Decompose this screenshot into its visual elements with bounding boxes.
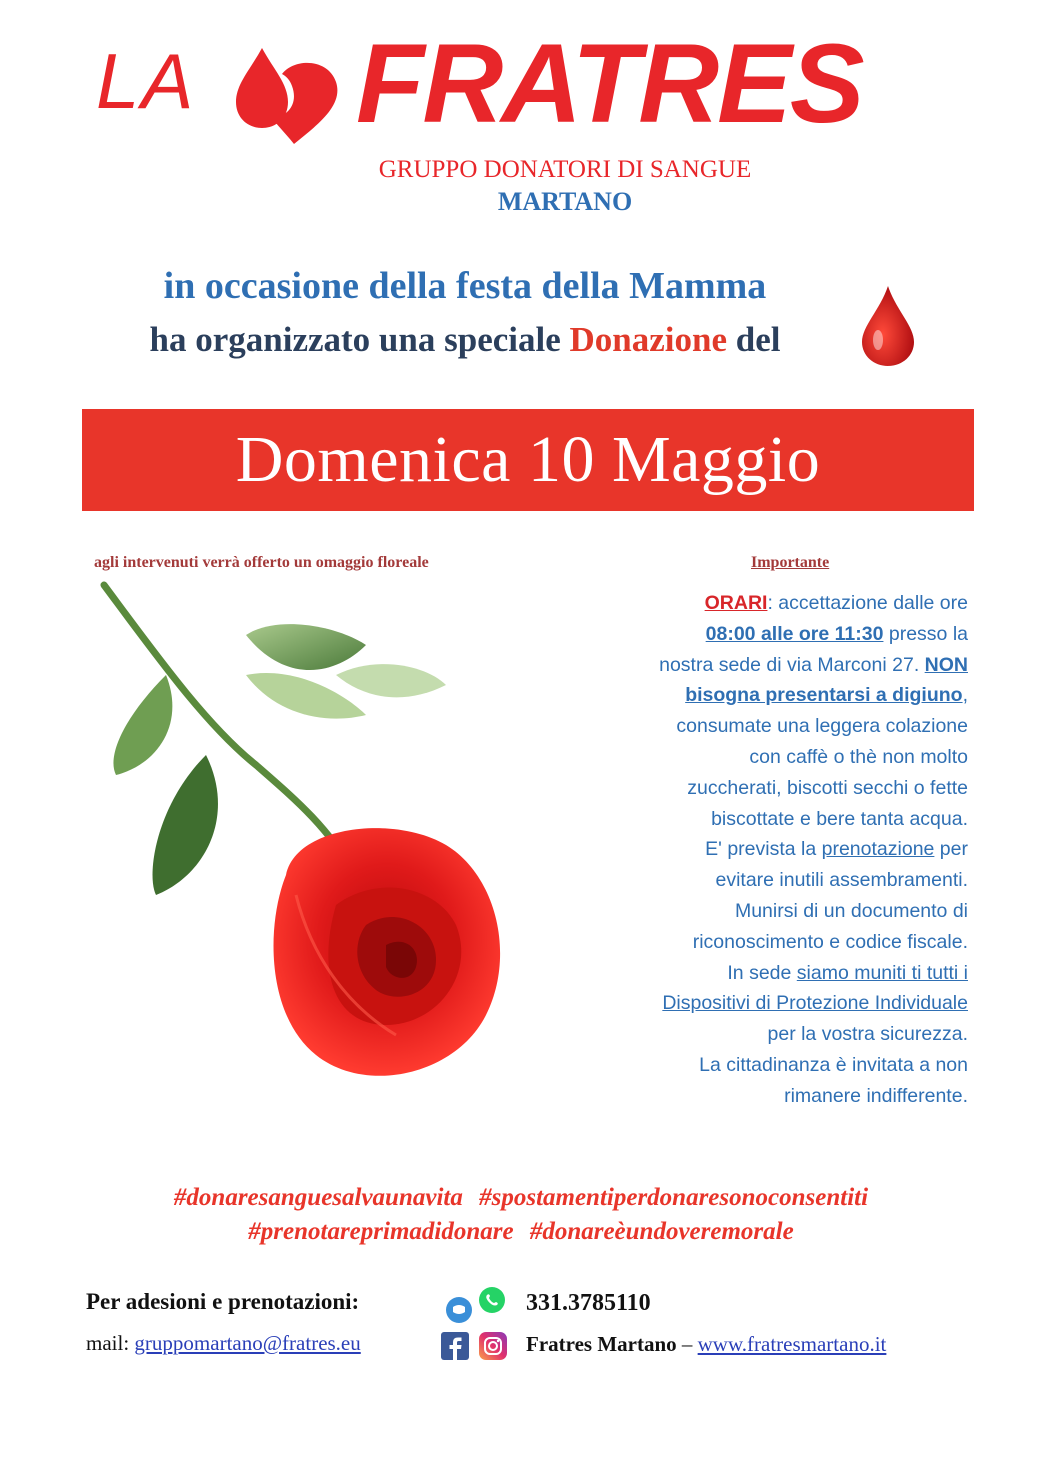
- facebook-icon[interactable]: [441, 1332, 469, 1360]
- dpi-link: Dispositivi di Protezione Individuale: [662, 992, 968, 1015]
- rose-image: [96, 575, 556, 1115]
- info-line: zuccherati, biscotti secchi o fette: [687, 776, 968, 799]
- mail-row: [86, 1331, 361, 1356]
- info-line: per: [934, 838, 968, 861]
- info-line: In sede: [727, 961, 797, 984]
- info-line: evitare inutili assembramenti.: [715, 869, 968, 892]
- whatsapp-icon: [477, 1285, 507, 1315]
- info-line: riconoscimento e codice fiscale.: [692, 930, 968, 953]
- headline-line2-before: ha organizzato una speciale: [149, 320, 570, 359]
- headline-donazione: Donazione: [569, 320, 727, 359]
- info-line: rimanere indifferente.: [784, 1084, 968, 1107]
- headline-line1: in occasione della festa della Mamma: [163, 265, 767, 307]
- social-name: Fratres Martano: [526, 1332, 677, 1356]
- info-line: : accettazione dalle ore: [767, 592, 968, 614]
- hashtag[interactable]: #donareèundoveremorale: [529, 1218, 794, 1245]
- info-line: Munirsi di un documento di: [734, 899, 968, 922]
- hashtags-row1: [0, 1184, 1042, 1212]
- info-line: nostra sede di via Marconi 27.: [659, 653, 925, 676]
- digiuno-label: bisogna presentarsi a digiuno: [685, 684, 963, 707]
- website-link[interactable]: www.fratresmartano.it: [697, 1332, 887, 1356]
- hashtags-row2: [0, 1218, 1042, 1246]
- info-line: biscottate e bere tanta acqua.: [711, 807, 968, 830]
- mail-label: mail:: [86, 1331, 135, 1355]
- non-label: NON: [924, 653, 968, 676]
- info-line: per la vostra sicurezza.: [767, 1023, 968, 1046]
- info-line: ,: [962, 684, 968, 707]
- logo-la: LA: [96, 37, 196, 125]
- hours-link: 08:00 alle ore 11:30: [705, 622, 884, 645]
- floral-note: agli intervenuti verrà offerto un omaggio floreale: [94, 554, 429, 571]
- info-line: presso la: [883, 622, 968, 645]
- hashtag[interactable]: #spostamentiperdonaresonoconsentiti: [479, 1184, 869, 1211]
- social-row: [526, 1332, 886, 1357]
- muniti-link: siamo muniti ti tutti i: [796, 961, 968, 984]
- hashtag[interactable]: #prenotareprimadidonare: [248, 1218, 514, 1245]
- info-line: consumate una leggera colazione: [676, 715, 968, 738]
- blood-drop-icon: [858, 284, 918, 368]
- mail-link[interactable]: gruppomartano@fratres.eu: [134, 1331, 361, 1355]
- headline-line2: [0, 320, 930, 360]
- prenotazione-link: prenotazione: [821, 838, 935, 861]
- logo-location: MARTANO: [497, 187, 633, 216]
- social-dash: –: [676, 1332, 698, 1356]
- banner-date: Domenica 10 Maggio: [235, 423, 821, 496]
- headline-line2-after: del: [727, 320, 781, 359]
- phone-number[interactable]: 331.3785110: [526, 1290, 651, 1316]
- orari-label: ORARI: [704, 592, 768, 614]
- info-line: E' prevista la: [705, 838, 822, 861]
- info-line: La cittadinanza è invitata a non: [699, 1053, 968, 1076]
- info-text: [596, 588, 968, 1112]
- chat-icon: [444, 1295, 474, 1325]
- logo-subtitle: GRUPPO DONATORI DI SANGUE: [378, 156, 752, 183]
- logo-fratres: FRATRES: [356, 21, 863, 146]
- heart-drop-icon: [232, 40, 352, 150]
- adesioni-label: Per adesioni e prenotazioni:: [86, 1289, 360, 1314]
- important-title: Importante: [751, 554, 830, 571]
- info-line: con caffè o thè non molto: [749, 745, 968, 768]
- instagram-icon[interactable]: [479, 1332, 507, 1360]
- hashtag[interactable]: #donaresanguesalvaunavita: [173, 1184, 463, 1211]
- date-banner: [82, 409, 974, 511]
